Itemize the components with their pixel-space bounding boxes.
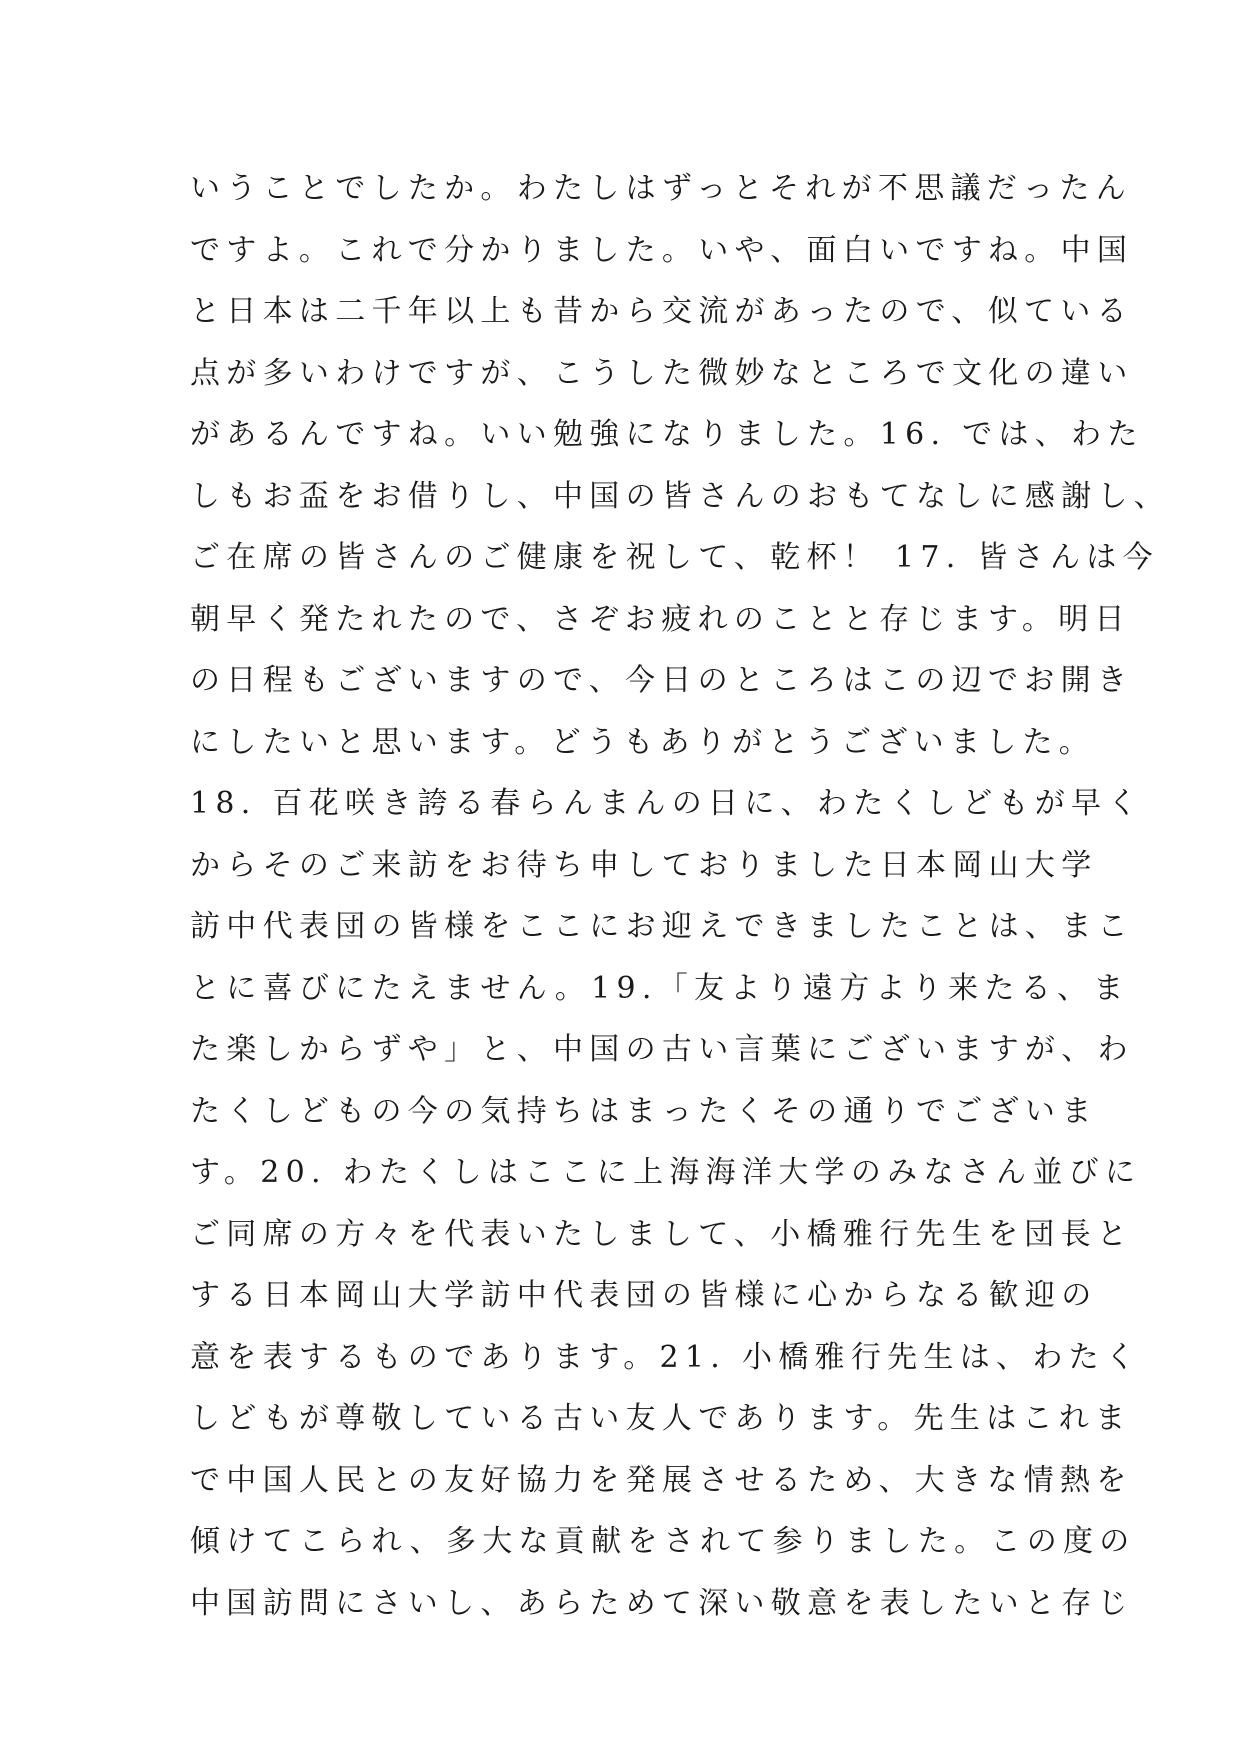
- text-line: があるんですね。いい勉強になりました。16. では、わた: [190, 417, 1144, 452]
- text-line: で中国人民との友好協力を発展させるため、大きな情熱を: [190, 1462, 1133, 1498]
- text-line: 点が多いわけですが、こうした微妙なところで文化の違い: [190, 355, 1134, 391]
- text-line: ご同席の方々を代表いたしまして、小橋雅行先生を団長と: [190, 1216, 1134, 1252]
- text-line: た楽しからずや」と、中国の古い言葉にございますが、わ: [190, 1032, 1134, 1067]
- text-line: の日程もございますので、今日のところはこの辺でお開き: [190, 663, 1134, 698]
- text-line: 傾けてこられ、多大な貢献をされて参りました。この度の: [190, 1524, 1136, 1559]
- text-line: 訪中代表団の皆様をここにお迎えできましたことは、まこ: [190, 909, 1134, 944]
- text-line: とに喜びにたえません。19.「友より遠方より来たる、ま: [190, 970, 1130, 1006]
- text-line: いうことでしたか。わたしはずっとそれが不思議だったん: [190, 171, 1132, 206]
- text-line: 朝早く発たれたので、さぞお疲れのことと存じます。明日: [190, 601, 1131, 637]
- body-text: [190, 158, 1171, 1634]
- text-line: する日本岡山大学訪中代表団の皆様に心からなる歓迎の: [190, 1278, 1098, 1313]
- text-line: からそのご来訪をお待ち申しておりました日本岡山大学: [190, 847, 1098, 883]
- text-line: と日本は二千年以上も昔から交流があったので、似ている: [190, 294, 1133, 329]
- text-line: す。20. わたくしはここに上海海洋大学のみなさん並びに: [190, 1155, 1142, 1190]
- text-line: にしたいと思います。どうもありがとうございました。: [190, 724, 1096, 760]
- text-line: 意を表するものであります。21. 小橋雅行先生は、わたく: [190, 1339, 1142, 1375]
- text-line: しもお盃をお借りし、中国の皆さんのおもてなしに感謝し、: [190, 478, 1171, 514]
- text-line: しどもが尊敬している古い友人であります。先生はこれま: [190, 1401, 1132, 1436]
- text-line: 18. 百花咲き誇る春らんまんの日に、わたくしどもが早く: [190, 786, 1144, 821]
- text-line: ですよ。これで分かりました。いや、面白いですね。中国: [190, 232, 1134, 268]
- text-line: 中国訪問にさいし、あらためて深い敬意を表したいと存じ: [190, 1585, 1134, 1621]
- text-line: ご在席の皆さんのご健康を祝して、乾杯！ 17. 皆さんは今: [190, 540, 1159, 575]
- text-line: たくしどもの今の気持ちはまったくその通りでございま: [190, 1093, 1098, 1129]
